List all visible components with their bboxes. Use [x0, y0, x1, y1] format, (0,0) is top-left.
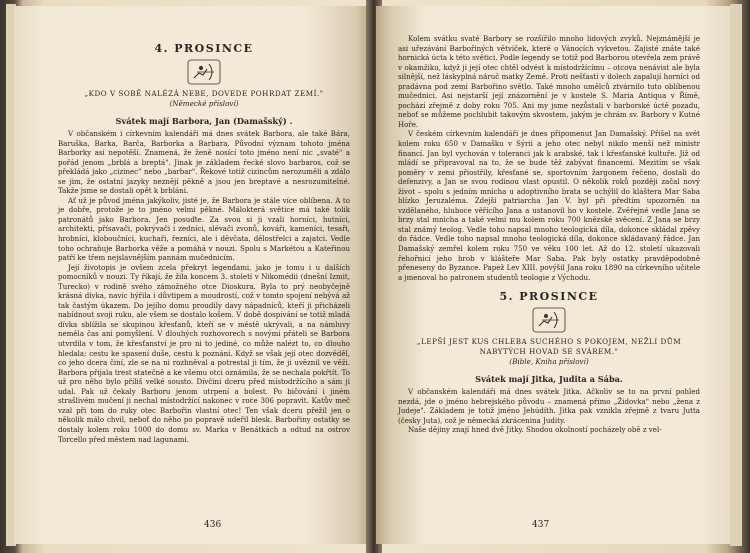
paragraph: Naše dějiny znají hned dvě Jitky. Shodou okolností pocházely obě z vel- — [408, 425, 662, 435]
paragraph: V občanském i církevním kalendáři má dnes svátek Barbora, ale také Bára, Baruška, Barka, Barča, Barborka a Barbara. Původní význam tohoto jména Barborky asi nepotěší. Znamená, že ženě nosící toto jméno není nic „svaté" a pořád jenom „brblá a breptá". Jinak je základem řecké slovo barbaros, což se překládá jako „cizinec" nebo „barbar". Řekové totiž cizincům nerozuměli a zdálo se jim, že ostatní jazyky neznějí pěkně a jsou jen breptavé a nesrozumitelné. Takže jsme se dostali opět k brblání. — [58, 129, 350, 196]
archer-icon — [532, 307, 566, 333]
month-title: 5. PROSINCE — [499, 290, 599, 304]
section-title: Svátek mají Jitka, Judita a Sába. — [475, 374, 623, 385]
paragraph: Její životopis je ovšem zcela překryt legendami, jako je tomu i u dalších pomocníků v nouzi. Ty říkají, že žila koncem 3. století v Nikomédii (dnešní Izmit, Turecko) v rodině svého zámožného otce Dioskura. Byla to prý neobyčejně krásná dívka, navíc hýřila i důvtipem a moudrostí, což v tomto spojení nebývá až tak častým úkazem. Do jejího domu proudily davy nápadníců, kteří ji přicházeli nabídnout svoji ruku, ale všem se dostalo košem. V době dospívání se totiž mladá dívka sblížila se skupinou křesťanů, kteří se v městě ukrývali, a na námluvy neměla čas ani pomyšlení. V dlouhých rozhovorech s novými přáteli se Barbora utvrdila v tom, že křesťanství je pro ni to jediné, co může nalézt to, co dlouho hledala: cestu ke spasení duše, cestu k poznání. Když se však její otec dozvěděl, co jeho dcera činí, zle se na ni rozhněval a potrestal ji tím, že ji uvěznil ve věži. Barbora přijala trest statečně a ke všemu otci oznámila, že se nechala pokřtít. To už pro něho bylo příliš velké sousto. Dívčini dceru před místodržícího a sám ji udal. Pak už čekaly Barboru jenom utrpení a bolest. Po bičování i jiném strašlivém mučení ji nechal místodržící nakonec v roce 306 popravit. Katův meč vzal při tom do ruky otec Barbořin vlastní otec! Ten však dceru přežil jen o několik málo chvil, neboť do něho po popravě udeřil blesk. Barbořiny ostatky se dostaly kolem roku 1000 do domu sv. Marka v Benátkách a odtud na ostrov Torcello před městem nad lagunami. — [58, 262, 350, 444]
page-edges-right — [730, 4, 742, 546]
motto-source: (Německé přísloví) — [169, 99, 239, 108]
motto: „LEPŠÍ JEST KUS CHLEBA SUCHÉHO S POKOJEM, NEŽLI DŮM NABYTÝCH HOVAD SE SVÁREM." — [416, 337, 682, 357]
motto: „KDO V SOBĚ NALÉZÁ NEBE, DOVEDE POHRDAT ZEMÍ." — [84, 89, 324, 98]
paragraph: V českém církevním kalendáři je dnes připomenut Jan Damašský. Přišel na svět kolem roku 650 v Damašku v Sýrii a jeho otec nebyl nikdo menší než ministr financí. Jan byl vychován v toleranci jak k arabské, tak i křesťanské kultuře. Již od mládí se připravoval na to, že se bude těž zabývat financemi. Mezitím se však poměry v zemi přiostřily, křesťané se, sportovním žargonem řečeno, dostali do defenzivy, a Jan se svou rodinou vlast opustil. O několik roků později začal nový život – spolu s jedním mnicha u adoptivního brata se uchýlil do kláštera Mar Saba blízko Jeruzaléma. Zdejší patriarcha Jan V. byl při předtím upozorněn na vzdělaného, hluboce věřícího Jana a ustanovil ho v kostele. Zvěřejné vedle Jana se brzy stal mnicha a také velmi mu kolem roku 700 knězské svěcení. Z Jana se brzy stal známý teolog. Vedle toho napsal mnoho teologická díla, dokonce skládal zpěvy do řádce. Vedle toho napsal mnoho teologická díla, dokonce skládavaný řádce. Jan Damašský zemřel kolem roku 750 ve věku 100 let. Až do 12. století ukazovali řehořnicí jeho hrob v klášteře Mar Saba. Pak byly ostatky pravděpodobně přeneseny do Byzance. Papež Lev XIII. povýšil Jana roku 1890 na církevního učitele a jmenoval ho patronem studentů teologie z Východu. — [398, 129, 700, 282]
paragraph: V občanském kalendáři má dnes svátek Jitka. Ačkoliv se to na první pohled nezdá, jde o jméno hebrejského původu – znamená přímo „Židovka" nebo „žena z Judeje". Základem je totiž jméno Jehúdíth. Jitka pak vznikla zřejmě z tvaru Jutta (česky Juta), což je německá zkrácenina Judity. — [398, 387, 700, 425]
motto-source: (Bible, Kniha přísloví) — [509, 357, 589, 367]
section-title: Svátek mají Barbora, Jan (Damašský) . — [115, 116, 293, 126]
paragraph: Ať už je původ jména jakýkoliv, jisté je, že Barbora je stále více oblíbena. A to je dobře, protože je to jméno velmi pěkné. Málokterá světice má také tolik patronátů jako Barbora. Jen posuďte. Za svou si ji vzali horníci, hutníci, architekti, přísavači, pokrývači i zedníci, slévači zvonů, kováři, kameníci, tesaři, hrobníci, kloboučníci, kuchaři, řezníci, ale i děvčata, dělostřelci a zajatci. Vedle toho ochraňuje Barborka věže a pomáhá v nouzi. Spolu s Markétou a Kateřinou patří ke třem nejslavnějším pannám mučednicím. — [58, 195, 350, 263]
archer-icon — [187, 59, 221, 85]
paragraph: Kolem svátku svaté Barbory se rozšířilo mnoho lidových zvyků. Nejznámější je asi uřezávání Barbořiných větviček, které o Vánocích vykvetou. Zajisté znáte také hornická úcta k této světici. Podle legendy se totiž pod Barborou otevřela zem právě v okamžiku, když ji její otec chtěl odvést k místodržícímu – otcova nenávist ale byla silnější, než láskyplná náruč matky Země. Proti nešťastí v dolech zapalují horníci od pradávna pod zemí Barbořino světlo. Také mnoho umělců ztvárnilo tuto oblíbenou mučednici. Asi nejstarší její znázornění je v kostele S. Maria Antiqua v Římě, pochází zřejmě z doby roku 705. Ani my jsme nezůstali v barborské úctě pozadu, neboť se můžeme pochlubit takovým skvostem, jakým je chrám sv. Barbory v Kutné Hoře. — [398, 34, 701, 129]
right-page — [376, 6, 730, 544]
month-title: 4. PROSINCE — [154, 42, 254, 55]
page-number: 437 — [532, 520, 550, 530]
left-page — [14, 6, 370, 544]
page-number: 436 — [204, 520, 222, 530]
